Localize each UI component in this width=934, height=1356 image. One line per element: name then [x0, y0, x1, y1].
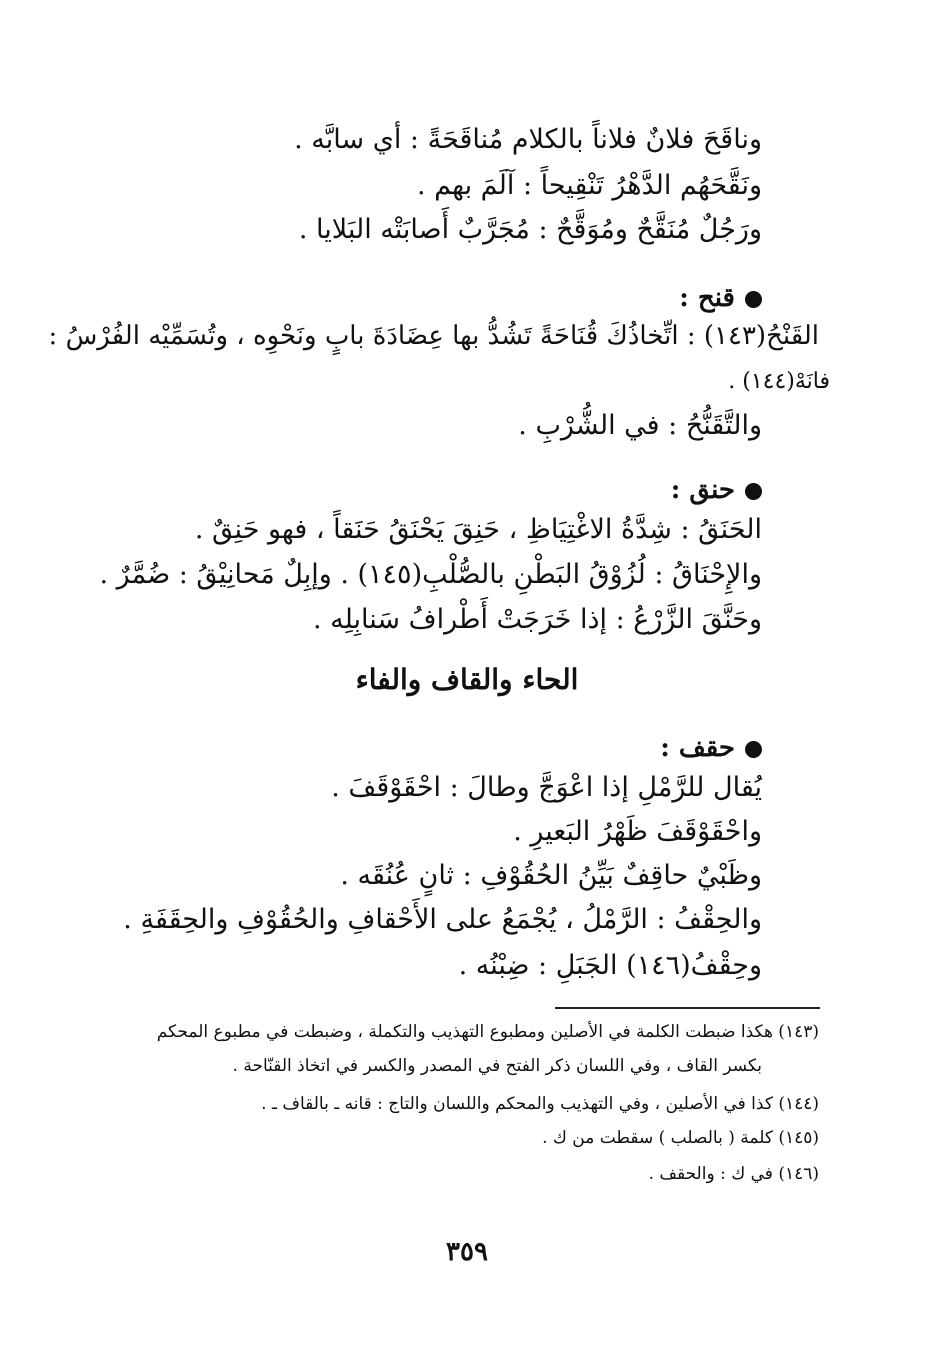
page-number: ٣٥٩ — [446, 1237, 488, 1267]
text-line: وناقَحَ فلانٌ فلاناً بالكلام مُناقَحَةً : أي سابَّه . — [294, 124, 762, 155]
text-line: ونَقَّحَهُم الدَّهْرُ تَنْقِيحاً : آلَمَ بهم . — [416, 170, 762, 201]
text-line: وحَنَّقَ الزَّرْعُ : إذا خَرَجَتْ أَطْرافُ سَنابِلِه . — [312, 604, 762, 635]
entry-heading-haqaf — [660, 728, 762, 768]
entry-heading-label: قنح : — [679, 283, 735, 313]
text-line: الحَنَقُ : شِدَّةُ الاغْتِيَاظِ ، حَنِقَ يَحْنَقُ حَنَقاً ، فهو حَنِقٌ . — [194, 514, 762, 545]
footnote: (١٤٥) كلمة ( بالصلب ) سقطت من ك . — [542, 1128, 819, 1148]
text-line: والتَّقَنُّحُ : في الشُّرْبِ . — [518, 410, 762, 441]
text-line: القَنْحُ(١٤٣) : اتِّخاذُكَ قُنَاحَةً تَشُدُّ بها عِضَادَةَ بابٍ ونَحْوِه ، وتُسَمِّيْه الفُرْسُ : — [48, 321, 819, 351]
footnote: (١٤٤) كذا في الأصلين ، وفي التهذيب والمحكم واللسان والتاج : قانه ـ بالقاف ـ . — [261, 1094, 819, 1114]
entry-heading-label: حقف : — [660, 733, 735, 763]
text-line: يُقال للرَّمْلِ إذا اعْوَجَّ وطالَ : احْقَوْقَفَ . — [331, 772, 762, 803]
text-line: وحِقْفُ(١٤٦) الجَبَلِ : ضِبْنُه . — [458, 950, 762, 981]
bullet-icon — [745, 741, 762, 758]
section-title: الحاء والقاف والفاء — [355, 663, 579, 696]
footnote: (١٤٣) هكذا ضبطت الكلمة في الأصلين ومطبوع التهذيب والتكملة ، وضبطت في مطبوع المحكم — [156, 1022, 819, 1042]
text-line: ورَجُلٌ مُنَقَّحٌ ومُوَقَّحٌ : مُجَرَّبٌ أَصابَتْه البَلايا . — [298, 214, 762, 245]
footnote: (١٤٦) في ك : والحقف . — [648, 1164, 819, 1184]
entry-heading-qanh — [679, 278, 762, 318]
bullet-icon — [745, 483, 762, 500]
text-line: والإِحْنَاقُ : لُزُوْقُ البَطْنِ بالصُّلْبِ(١٤٥) . وإبِلٌ مَحانِيْقُ : ضُمَّرٌ . — [99, 559, 762, 590]
entry-heading-hanaq — [671, 470, 762, 510]
text-line: والحِقْفُ : الرَّمْلُ ، يُجْمَعُ على الأَحْقافِ والحُقُوْفِ والحِقَفَةِ . — [123, 904, 762, 935]
text-line: وظَبْيٌ حاقِفٌ بَيِّنُ الحُقُوْفِ : ثانٍ عُنُقَه . — [340, 860, 762, 891]
footnote-separator — [555, 1007, 820, 1009]
text-line: فانَهْ(١٤٤) . — [728, 369, 830, 394]
text-line: واحْقَوْقَفَ ظَهْرُ البَعيرِ . — [513, 816, 762, 847]
entry-heading-label: حنق : — [670, 475, 735, 505]
footnote: بكسر القاف ، وفي اللسان ذكر الفتح في المصدر والكسر في اتخاذ القنّاحة . — [232, 1056, 762, 1076]
bullet-icon — [745, 291, 762, 308]
